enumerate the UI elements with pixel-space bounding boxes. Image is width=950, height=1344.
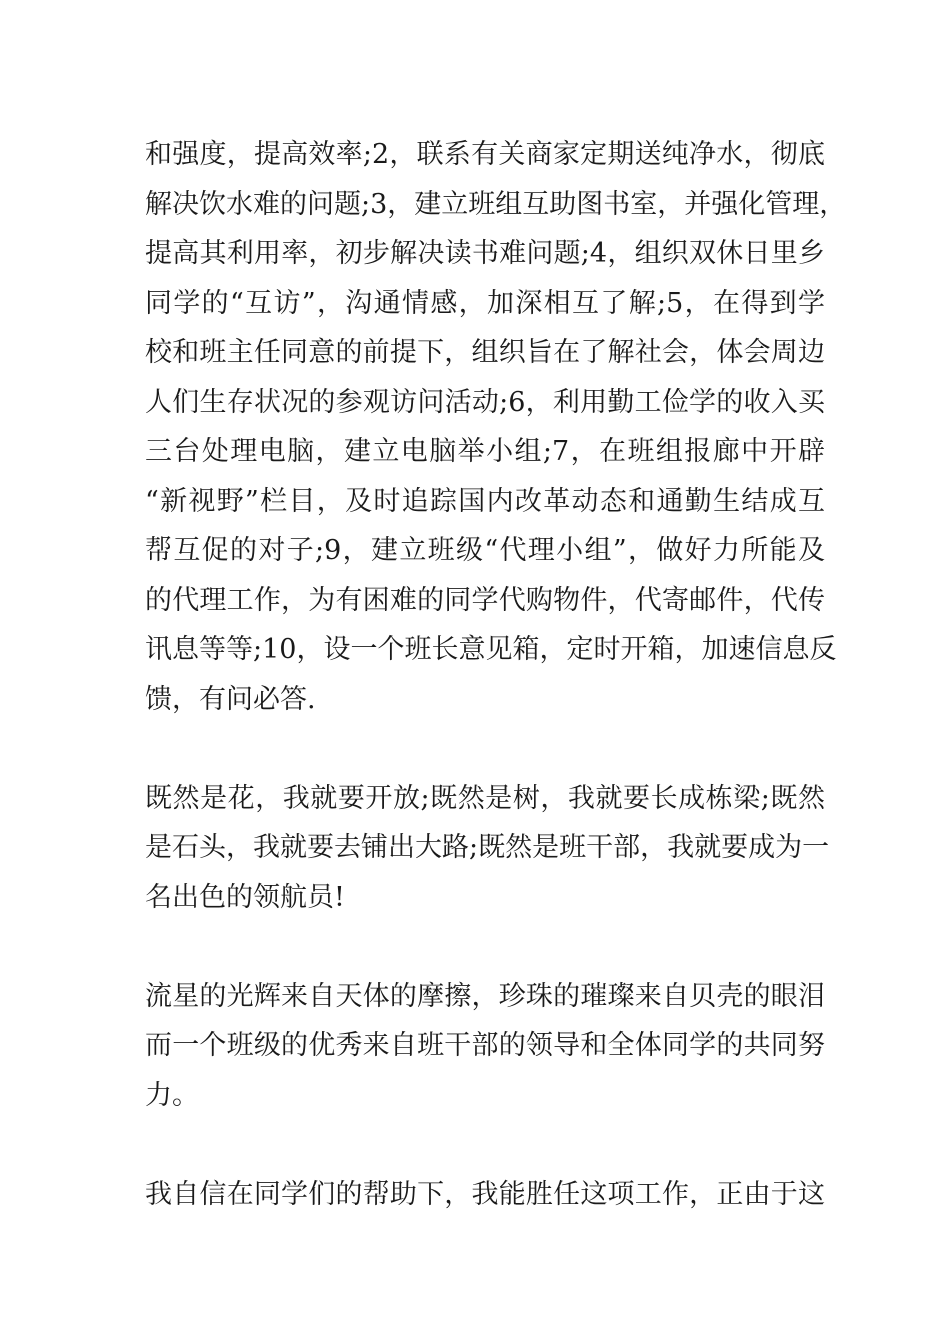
text-line: 同学的“互访”，沟通情感，加深相互了解;5，在得到学	[145, 287, 825, 319]
text-line: 是石头，我就要去铺出大路;既然是班干部，我就要成为一	[145, 832, 830, 863]
text-line: 帮互促的对子;9，建立班级“代理小组”，做好力所能及	[145, 535, 825, 566]
paragraph-spacer	[145, 922, 825, 972]
text-line: 馈，有问必答.	[145, 683, 316, 715]
text-line: 的代理工作，为有困难的同学代购物件，代寄邮件，代传	[145, 584, 825, 616]
text-line: “新视野”栏目，及时追踪国内改革动态和通勤生结成互	[145, 485, 825, 517]
paragraph-3	[145, 972, 825, 1121]
text-line: 既然是花，我就要开放;既然是树，我就要长成栋梁;既然	[145, 782, 825, 814]
text-line: 三台处理电脑，建立电脑举小组;7，在班组报廊中开辟	[145, 436, 825, 467]
paragraph-4	[145, 1170, 825, 1220]
text-line: 我自信在同学们的帮助下，我能胜任这项工作，正由于这	[145, 1178, 825, 1210]
text-line: 而一个班级的优秀来自班干部的领导和全体同学的共同努	[145, 1030, 825, 1061]
text-line: 名出色的领航员!	[145, 881, 345, 913]
paragraph-spacer	[145, 1120, 825, 1170]
text-line: 讯息等等;10，设一个班长意见箱，定时开箱，加速信息反	[145, 634, 837, 665]
text-line: 力。	[145, 1079, 199, 1111]
paragraph-2	[145, 774, 830, 923]
text-line: 解决饮水难的问题;3，建立班组互助图书室，并强化管理，	[145, 188, 847, 220]
paragraph-spacer	[145, 724, 825, 774]
text-line: 校和班主任同意的前提下，组织旨在了解社会，体会周边	[145, 337, 825, 368]
text-line: 和强度，提高效率;2，联系有关商家定期送纯净水，彻底	[145, 139, 825, 170]
text-line: 流星的光辉来自天体的摩擦，珍珠的璀璨来自贝壳的眼泪	[145, 980, 825, 1012]
text-line: 人们生存状况的参观访问活动;6，利用勤工俭学的收入买	[145, 386, 825, 418]
text-line: 提高其利用率，初步解决读书难问题;4，组织双休日里乡	[145, 238, 825, 269]
paragraph-1	[145, 130, 847, 724]
document-body	[145, 130, 847, 1219]
